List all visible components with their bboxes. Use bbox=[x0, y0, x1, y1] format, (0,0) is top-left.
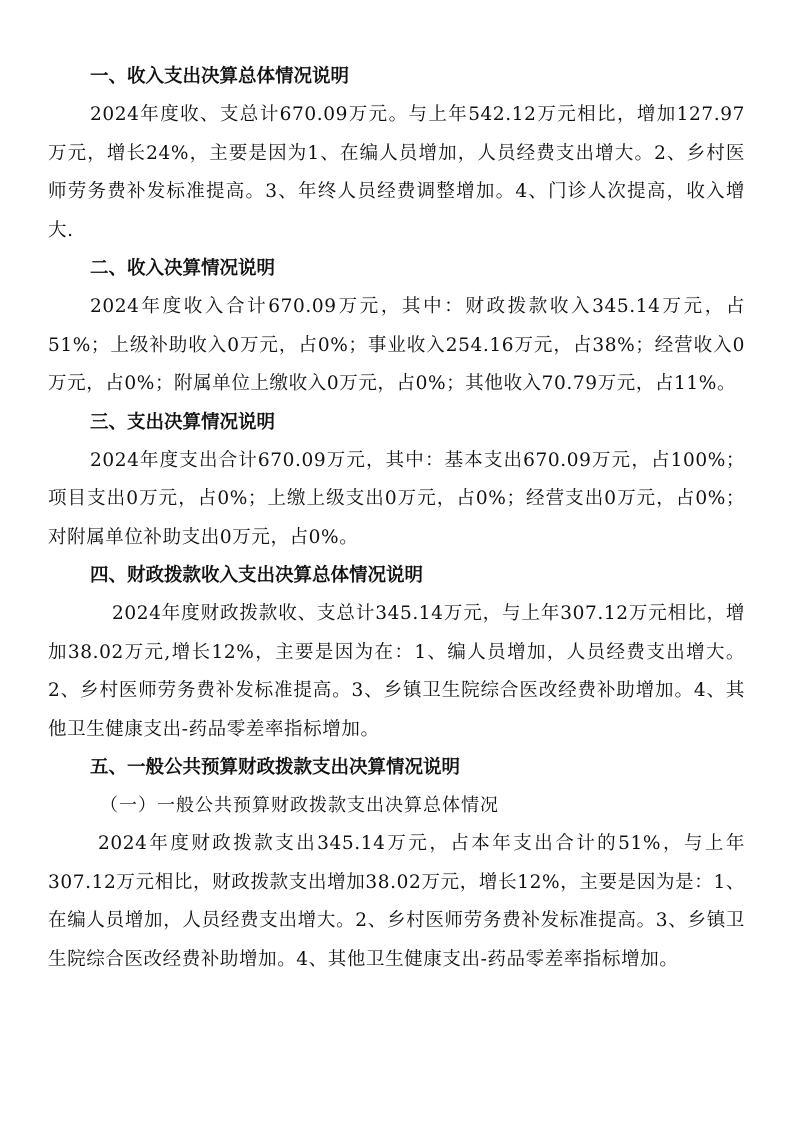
section-heading-4: 四、财政拨款收入支出决算总体情况说明 bbox=[90, 565, 424, 586]
section-heading-3: 三、支出决算情况说明 bbox=[90, 411, 276, 433]
section-heading-1: 一、收入支出决算总体情况说明 bbox=[90, 66, 350, 87]
section-paragraph-3: 2024年度支出合计670.09万元，其中：基本支出670.09万元，占100%；项目支出0万元，占0%；上缴上级支出0万元，占0%；经营支出0万元，占0%；对附属单位补助支出0万元，占0%。 bbox=[48, 449, 745, 548]
section-heading-5: 五、一般公共预算财政拨款支出决算情况说明 bbox=[90, 757, 461, 778]
section-paragraph-1: 2024年度收、支总计670.09万元。与上年542.12万元相比，增加127.97万元，增长24%，主要是因为1、在编人员增加，人员经费支出增大。2、乡村医师劳务费补发标准提高。3、年终人员经费调整增加。4、门诊人次提高，收入增大. bbox=[48, 104, 745, 241]
section-paragraph-2: 2024年度收入合计670.09万元，其中：财政拨款收入345.14万元，占51%；上级补助收入0万元，占0%；事业收入254.16万元，占38%；经营收入0万元，占0%；附属单位上缴收入0万元，占0%；其他收入70.79万元，占11%。 bbox=[48, 296, 745, 394]
section-heading-2: 二、收入决算情况说明 bbox=[90, 258, 276, 279]
section-paragraph-5: 2024年度财政拨款支出345.14万元，占本年支出合计的51%，与上年307.12万元相比，财政拨款支出增加38.02万元，增长12%，主要是因为是：1、在编人员增加，人员经费支出增大。2、乡村医师劳务费补发标准提高。3、乡镇卫生院综合医改经费补助增加。4、其他卫生健康支出-药品零差率指标增加。 bbox=[48, 833, 745, 970]
section-sub-heading-5-1: （一）一般公共预算财政拨款支出决算总体情况 bbox=[100, 795, 499, 816]
section-paragraph-4: 2024年度财政拨款收、支总计345.14万元，与上年307.12万元相比，增加38.02万元,增长12%，主要是因为在：1、编人员增加，人员经费支出增大。2、乡村医师劳务费补发标准提高。3、乡镇卫生院综合医改经费补助增加。4、其他卫生健康支出-药品零差率指标增加。 bbox=[48, 603, 745, 740]
